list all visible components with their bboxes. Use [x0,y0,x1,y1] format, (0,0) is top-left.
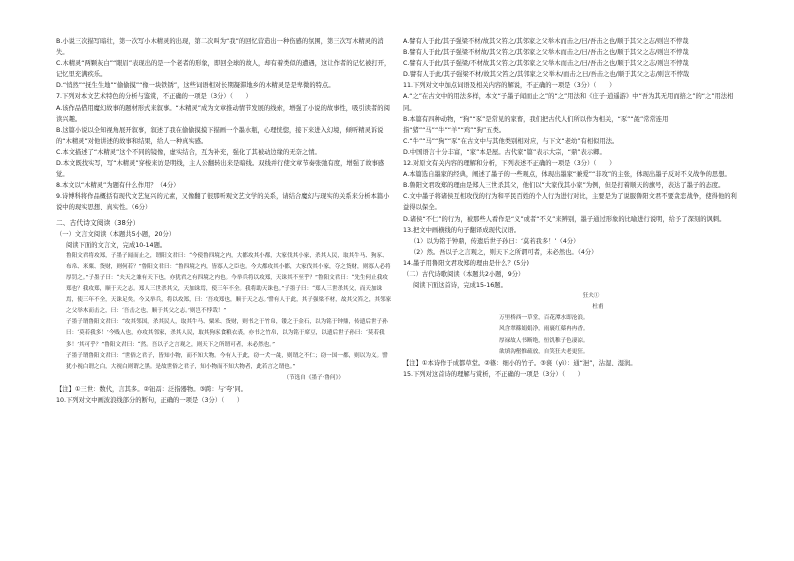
poem-line: 欲填沟壑惟疏放，自笑狂夫老更狂。 [499,348,589,355]
q7-option-c: C.本文描述了“木精灵”这个不同的镜像，虚实结合，互为补充，强化了其被动边缘的无奈之情。 [56,148,321,156]
q12-option-b: B.鲁阳文君攻郑的理由是郑人三世杀其父，他们以“大家伐其小家”为例，但是打着顺天的旗号，表达了墨子的态度。 [403,182,725,190]
q10-option-c: C.譬有人于此/其子强梁/不材故其父笞之/其邻家之父举木而击之/曰/吾击之也/顺于其父之志/则岂不悖哉 [403,60,689,68]
q8: 8.本文以“木精灵”为题有什么作用？（4分） [56,182,180,190]
poem-note: 【注】①本诗作于成都草堂。②篠：细小的竹子。③裛（yì）：通“浥”，沾湿、湿润。 [403,359,637,367]
q10-option-d: D.譬有人于此/其子强梁不材/故其父笞之/其邻家之父举木/而击之曰/吾击之也/顺于其父之志/则岂不悖哉 [403,71,690,79]
poem-line: 风含翠篠娟娟净，雨裛红蕖冉冉香。 [499,326,589,333]
left-column [56,36,392,406]
q7-option-b: B.这篇小说以全知视角展开叙事，叙述了我在偷偷摸摸下描画一个墨水瓶，心理恍惚，接下来进入幻境，倾听精灵诉说的“木精灵”对他讲述的故事和结果，给人一种真实感。 [56,126,384,145]
q12-option-c: C.文中墨子将诸侯互相攻伐的行为和平民百姓的个人行为进行对比，主要是为了说服鲁阳文君不要贪恋战争，使得他的利益得以保全。 [403,193,737,212]
annotation-note: 【注】①三世：数代，言其多。②钮鬲：泛指器物。③跨：与‘夸’同。 [56,385,247,393]
q11-option-b: B.本篇有四种动物，“狗”“豕”是常见的家畜，我们把古代人们所以作为相关，“豕”“彘”常常连用指“猪”“马”“牛”“羊”“鸡”“狗”五类。 [403,115,669,134]
reading-instruction: 阅读下面的文言文，完成10-14题。 [66,241,167,249]
q11-option-a: A.“之”在古文中的用法多样，本文“子墨子闻而止之”的“之”用法和《庄子·逍遥游》中“吾为其无用而掊之”的“之”用法相同。 [403,93,734,112]
q12-option-a: A.本篇选自墨家的经典，阐述了墨子的一些观点，体现出墨家“兼爱”“非攻”的主张，体现出墨子反对不义战争的思想。 [403,171,731,179]
section-subtitle: （一）文言文阅读（本题共5小题，20分） [56,230,176,238]
q10-stem: 10.下列对文中画波浪线部分的断句，正确的一项是（3分）（ ） [56,397,244,404]
right-column [403,36,739,380]
section-title: 二、古代诗文阅读（38分） [56,218,140,227]
q14: 14.墨子用鲁阳文君攻郑的理由是什么？(5分) [403,259,529,267]
poetry-instruction: 阅读下面这首诗，完成15-16题。 [413,282,507,290]
q11-stem: 11.下列对文中加点词语及相关内容的解说，不正确的一项是（3分）（ ） [403,82,616,90]
q13-stem: 13.把文中画横线的句子翻译成现代汉语。 [403,226,521,234]
q6-option-b: B.小说三次描写暗壮，第一次写小木精灵的出现，第二次叫为“我”的回忆营造出一种伤感的氛围，第三次写木精灵的消失。 [56,38,384,57]
q10-option-b: B.譬有人于此/其子强梁不材故/其父笞之/其邻家之父举木而击之/曰/吾击之也/顺于其父之志/则岂不悖哉 [403,49,689,57]
poem-line: 厚禄故人书断绝，恒饥稚子色凄凉。 [499,337,589,344]
q7-option-a: A.该作品借用魔幻故事的题材形式来叙事。“木精灵”成为文章推动情节发展的线索，增强了小说的故事性，吸引读者的阅读兴趣。 [56,104,390,123]
q10-option-a: A.譬有人于此/其子强梁不材/故其父笞之/其邻家之父举木而击之/曰/吾击之也/顺于其父之志/则岂不悖哉 [403,38,689,45]
classical-paragraph-2: 子墨子谓鲁阳文君曰：“攻其邻国，杀其民人，取其牛马、粟米、货财，则书之于竹帛，镂之于金石，以为铭于钟鼎，传遗后世子孙曰：‘莫若我多！’今贱人也，亦攻其邻家，杀其人民，取其狗豕食粮衣裘，亦书之竹帛，以为铭于席豆，以遗后世子孙曰：‘莫若我多！’其可乎？”鲁阳文君曰：“然。吾以子之言观之，则天下之所谓可者，未必然也。” [66,319,388,348]
q9: 9.诗博科将作品概括有现代文艺复兴的元素，又像翻了很那听观文艺文学的关系，请结合魔幻与现实的关系来分析本篇小说中的现实思想、真实性。（6分） [56,193,390,212]
q6-option-c: C.木精灵“两颗灰白”“眼眉”表现出的是一个老者的形象，即回全球的故人，却有着类似的遭遇，这让作者的记忆被打开，记忆里充满疾乐。 [56,60,391,79]
source-citation: （节选自《墨子·鲁问》） [283,374,344,381]
q15-stem: 15.下列对这首诗的理解与赏析，不正确的一项是（3分）（ ） [403,370,584,378]
poem-line: 万里桥西一草堂，百花潭水即沧浪。 [499,315,589,322]
q7-option-d: D.本文既找实写，写“木精灵”穿梭来访是明线，主人公翻转出来是暗线。双线并行使文章节奏张弛有度，增强了故事感觉。 [56,160,385,179]
q12-stem: 12.对原文有关内容的理解和分析，下列表述不正确的一项是（3分）（ ） [403,160,616,168]
classical-paragraph-1: 鲁阳文君将攻郑，子墨子闻而止之，谓阳文君曰：“今使鲁四境之内，大都攻其小都，大家伐其小家，杀其人民，取其牛马、狗豕、布帛、米粟、货财，则何若？”鲁阳文君曰：“鲁四境之内，皆寡人之臣也。今大都攻其小都，大家伐其小家，夺之货财，则寡人必将厚罚之。”子墨子曰：“夫天之兼有天下也，亦犹君之有四境之内也。今举兵将以攻郑，天诛其不至乎？”鲁阳文君曰：“先生何止我攻郑也？我攻郑，顺于天之志。郑人三世杀其父，天加诛焉，使三年不全。我将助天诛也。”子墨子曰：“郑人三世杀其父，而天加诛焉，使三年不全，天诛足矣。今又举兵，将以攻郑，曰：‘吾攻郑也，顺于天之志。’譬有人于此，其子强梁不材，故其父笞之，其邻家之父举木而击之，曰：‘吾击之也，顺于其父之志。’则岂不悖哉！” [66,252,392,315]
poetry-section-title: （二）古代诗歌阅读（本题共2小题，9分） [403,270,525,278]
q11-option-c: C.“牛”“马”“狗”“豕”在古文中与其他类别相对应，与下文“老幼”有相似用法。 [403,137,619,145]
q13-item-1: （1）以为铭于钟鼎，传遗后世子孙曰：‘莫若我多！’（4分） [410,237,580,245]
q11-option-d: D.中国语言十分丰富，“家”本是屋。古代家“篇”表示大宗，“鼎”表示卿。 [403,148,606,156]
q6-option-d: D.“悄然”“抚生生地”“偷偷摸”“像一块铁锈”，这些词语相对长期凝滞地乡的木精灵是是卑微的特点。 [56,82,335,90]
q12-option-d: D.诸侯“不仁”的行为，被那些人看作是“义”或者“不义”来辨别，墨子通过形象的比喻进行说明，给予了深刻的讽刺。 [403,215,726,223]
classical-paragraph-3: 子墨子谓鲁阳文君曰：“世俗之君子，皆知小物，而不知大物。今有人于此，窃一犬一彘，则谓之不仁；窃一国一都，则以为义。譬犹小视白谓之白，大视白则谓之黑。是故世俗之君子，知小物而不知大物者，此若言之谓也。” [66,352,388,370]
q13-item-2: （2）然。吾以子之言观之，则天下之所谓可者，未必然也。（4分） [410,248,598,256]
poem-author: 杜甫 [592,304,604,311]
poem-title: 狂夫① [582,293,600,300]
q7-stem: 7.下列对本文艺术特色的分析与鉴赏，不正确的一项是（3分）（ ） [56,93,252,101]
